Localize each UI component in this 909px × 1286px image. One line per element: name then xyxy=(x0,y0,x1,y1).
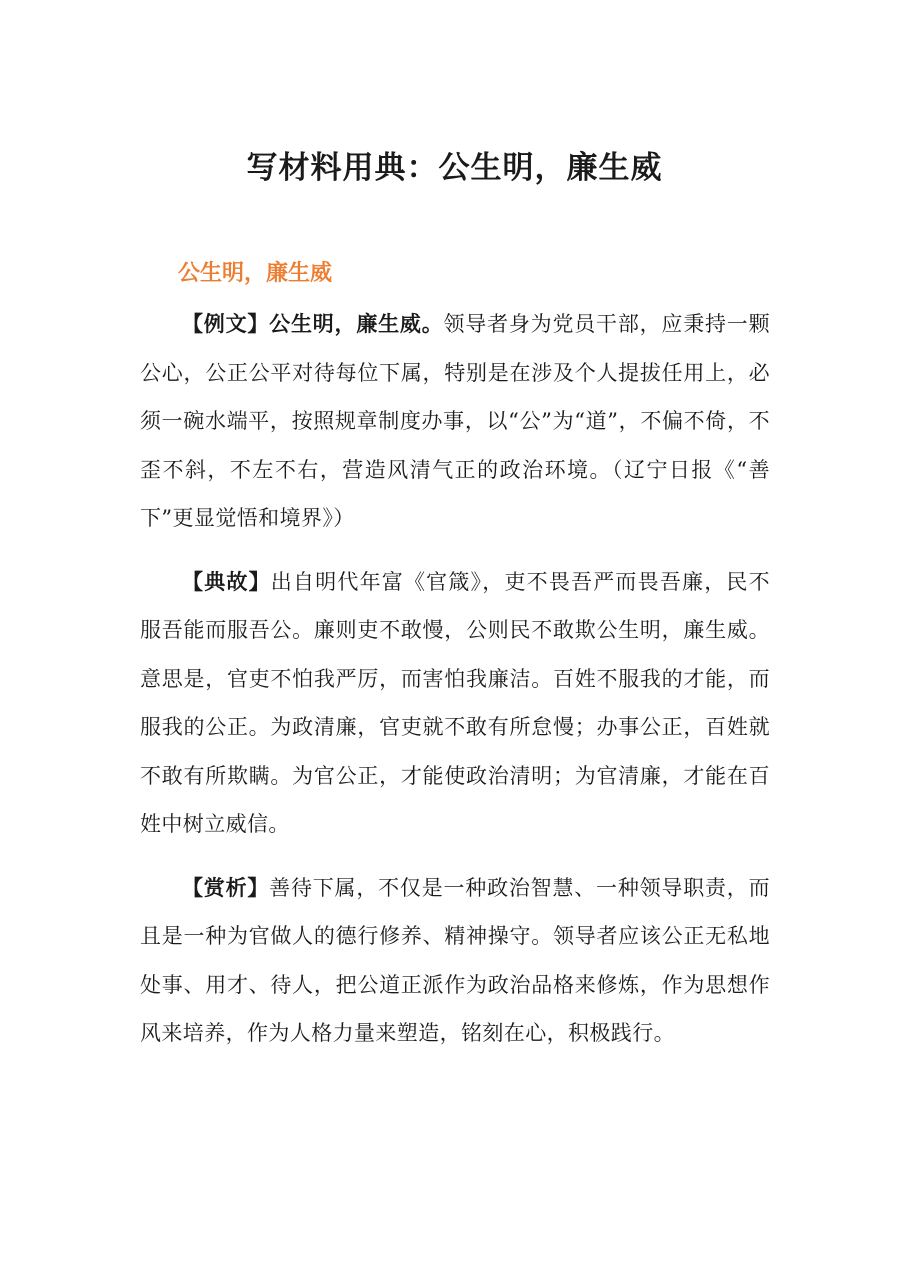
tag-example: 【例文】 xyxy=(182,312,270,336)
paragraph-allusion xyxy=(140,558,770,849)
text-example: 领导者身为党员干部，应秉持一颗公心，公正公平对待每位下属，特别是在涉及个人提拔任用上，必须一碗水端平，按照规章制度办事，以“公”为“道”，不偏不倚，不歪不斜，不左不右，营造风清气正的政治环境。（辽宁日报《“善下”更显觉悟和境界》） xyxy=(140,312,770,530)
paragraph-appreciation xyxy=(140,864,770,1058)
text-appreciation: 善待下属，不仅是一种政治智慧、一种领导职责，而且是一种为官做人的德行修养、精神操守。领导者应该公正无私地处事、用才、待人，把公道正派作为政治品格来修炼，作为思想作风来培养，作为人格力量来塑造，铭刻在心，积极践行。 xyxy=(140,875,770,1045)
page-title: 写材料用典：公生明，廉生威 xyxy=(246,150,663,186)
lead-example: 公生明，廉生威。 xyxy=(269,312,444,336)
section-subtitle: 公生明，廉生威 xyxy=(178,261,333,286)
paragraph-example xyxy=(140,300,770,543)
tag-appreciation: 【赏析】 xyxy=(182,875,270,900)
document-body xyxy=(140,300,770,1073)
text-allusion: 出自明代年富《官箴》，吏不畏吾严而畏吾廉，民不服吾能而服吾公。廉则吏不敢慢，公则民不敢欺公生明，廉生威。意思是，官吏不怕我严厉，而害怕我廉洁。百姓不服我的才能，而服我的公正。为政清廉，官吏就不敢有所怠慢；办事公正，百姓就不敢有所欺瞒。为官公正，才能使政治清明；为官清廉，才能在百姓中树立威信。 xyxy=(140,569,770,836)
tag-allusion: 【典故】 xyxy=(182,569,271,594)
